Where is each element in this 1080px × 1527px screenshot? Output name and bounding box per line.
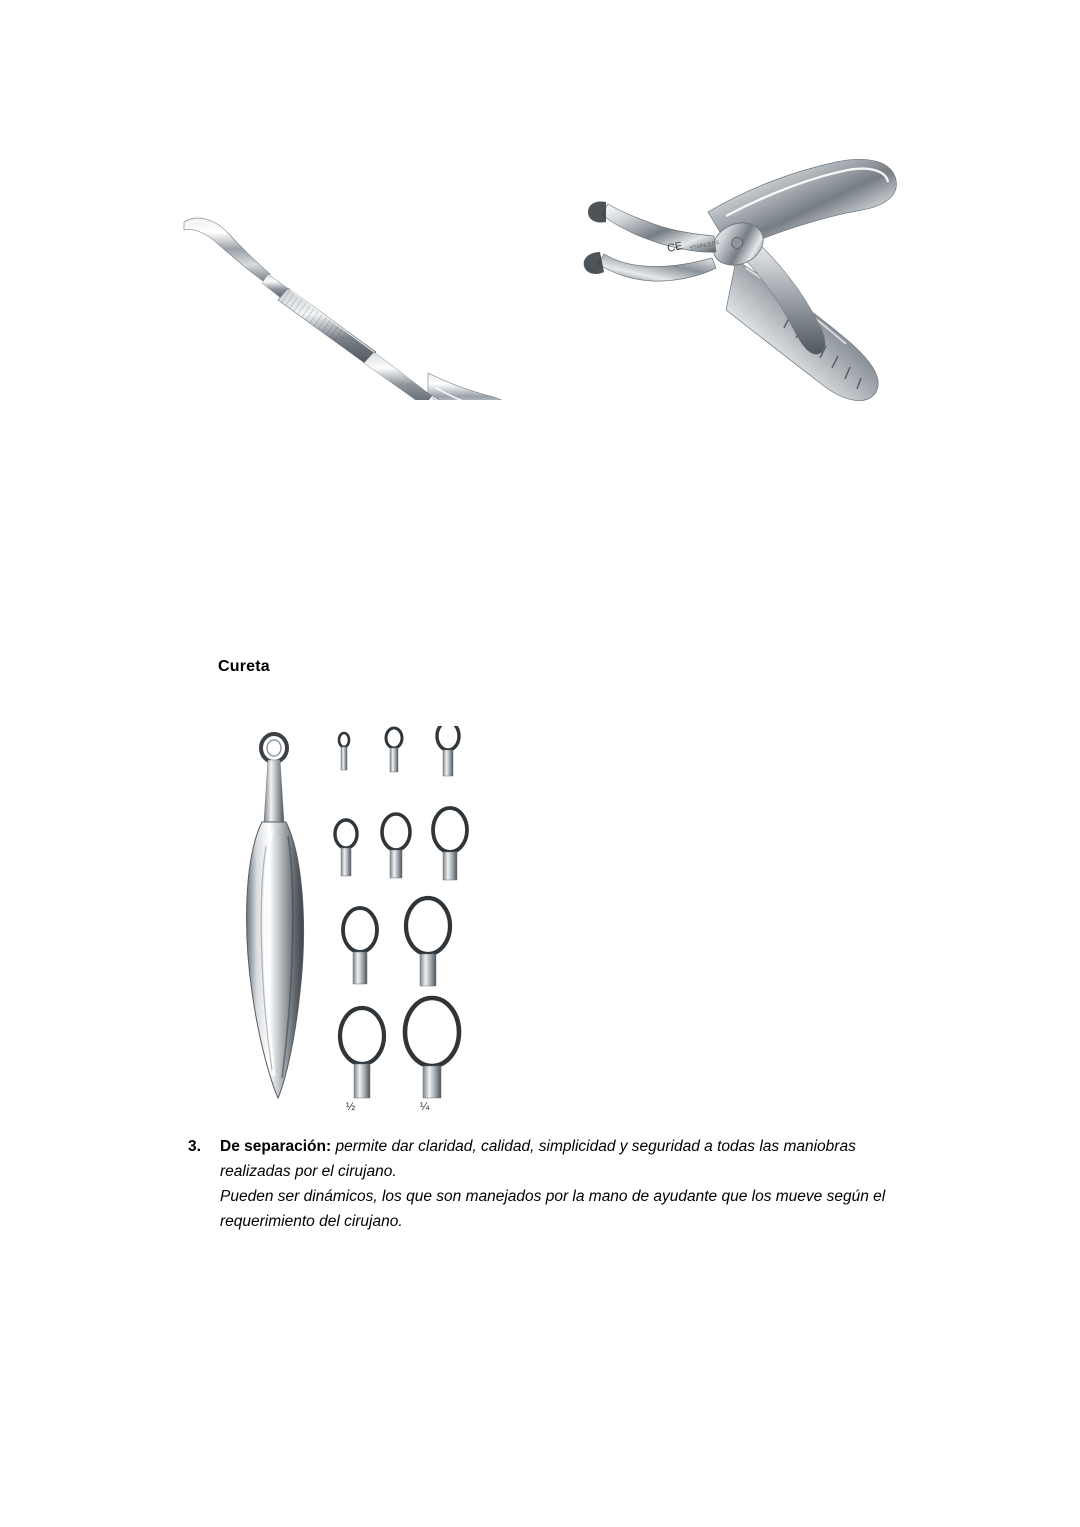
scale-label-half: ½ [346,1101,356,1113]
scale-label-quarter: ¼ [420,1101,430,1113]
curette-cup-row-2 [335,808,467,880]
list-item-3 [188,1134,908,1234]
curette-large [247,734,304,1098]
section-heading-cureta: Cureta [218,658,270,675]
curette-sizes-plate [232,726,492,1118]
svg-text:STAINLESS: STAINLESS [689,239,720,252]
top-figures-row [0,120,1080,480]
list-item-second-paragraph: Pueden ser dinámicos, los que son manejados por la mano de ayudante que los mueve según el requerimiento del cirujano. [220,1188,886,1230]
list-item-number: 3. [188,1138,201,1155]
curette-cup-row-3 [343,898,450,986]
curette-cup-row-4 [340,998,459,1098]
svg-text:CE: CE [666,240,684,255]
curette-cup-row-1 [339,726,459,776]
list-item-text [220,1134,908,1234]
list-item-lead-rest: permite dar claridad, calidad, simplicidad y seguridad a todas las maniobras realizadas por el cirujano. [220,1138,856,1180]
periosteal-elevator-photo [170,200,530,400]
list-item-lead: De separación: [220,1138,332,1155]
bone-rongeur-photo [540,140,960,440]
